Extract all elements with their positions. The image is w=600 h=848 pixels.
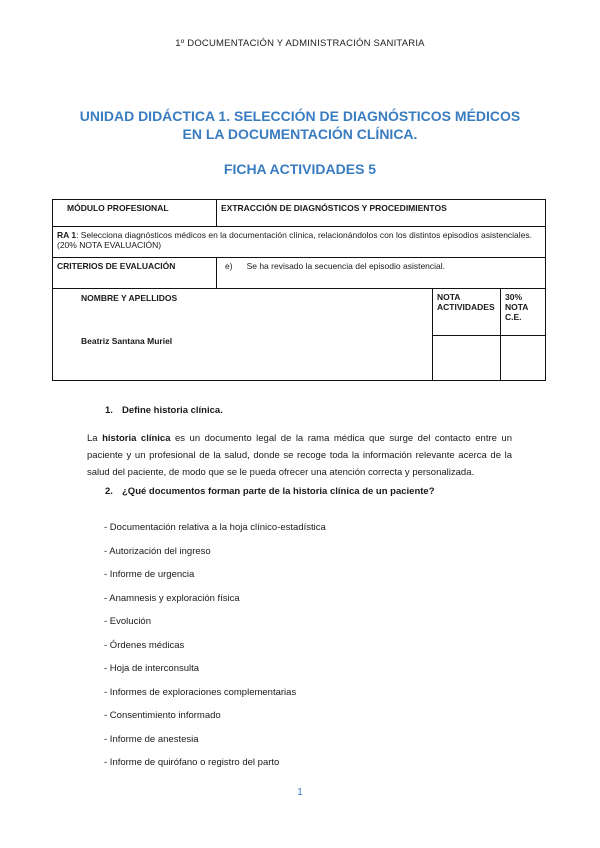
question-1-number: 1. xyxy=(105,405,113,416)
list-item: - Informe de quirófano o registro del parto xyxy=(104,757,280,768)
nombre-value: Beatriz Santana Muriel xyxy=(81,336,173,346)
list-item: - Informes de exploraciones complementarias xyxy=(104,686,297,698)
nota-actividades-label: NOTA ACTIVIDADES xyxy=(433,289,501,336)
table-row xyxy=(53,289,546,336)
unit-title-line2: EN LA DOCUMENTACIÓN CLÍNICA. xyxy=(182,126,418,142)
question-2-number: 2. xyxy=(105,486,113,497)
nombre-label: NOMBRE Y APELLIDOS xyxy=(81,293,178,303)
ra-label: RA 1 xyxy=(57,230,77,240)
question-2 xyxy=(105,486,435,497)
documents-list xyxy=(104,520,326,779)
answer-1-prefix: La xyxy=(87,433,103,444)
nota-ce-label: 30% NOTA C.E. xyxy=(501,289,546,336)
question-1-text: Define historia clínica. xyxy=(122,405,223,416)
evaluation-table xyxy=(52,199,546,381)
list-item: - Autorización del ingreso xyxy=(104,545,211,557)
table-row xyxy=(53,200,546,227)
criterio-cell xyxy=(217,258,546,289)
ra-cell xyxy=(53,227,546,258)
activity-sheet-title: FICHA ACTIVIDADES 5 xyxy=(223,161,377,177)
unit-title-line1: UNIDAD DIDÁCTICA 1. SELECCIÓN DE DIAGNÓSTICOS MÉDICOS xyxy=(79,108,521,124)
list-item: - Informe de anestesia xyxy=(104,733,199,745)
table-row xyxy=(53,227,546,258)
list-item: - Informe de urgencia xyxy=(104,569,195,580)
answer-1-highlight: historia clínica xyxy=(102,433,171,444)
criterio-letter: e) xyxy=(225,261,233,271)
question-1 xyxy=(105,405,223,416)
table-row xyxy=(53,258,546,289)
answer-1 xyxy=(87,430,512,481)
modulo-label: MÓDULO PROFESIONAL xyxy=(53,200,217,227)
modulo-value: EXTRACCIÓN DE DIAGNÓSTICOS Y PROCEDIMIENTOS xyxy=(217,200,546,227)
page-number: 1 xyxy=(297,787,303,798)
nota-actividades-value xyxy=(433,336,501,381)
criterio-text: Se ha revisado la secuencia del episodio asistencial. xyxy=(246,261,446,271)
list-item: - Documentación relativa a la hoja clínico-estadística xyxy=(104,522,326,533)
answer-1-rest: es un documento legal de la rama médica que surge del contacto entre un paciente y un profesional de la salud, donde se recoge toda la información relevante acerca de la salud del paciente, de modo que se le pueda ofrecer una atención correcta y personalizada. xyxy=(87,433,513,478)
running-header: 1º DOCUMENTACIÓN Y ADMINISTRACIÓN SANITARIA xyxy=(175,38,425,49)
list-item: - Órdenes médicas xyxy=(104,639,185,651)
list-item: - Anamnesis y exploración física xyxy=(104,592,240,604)
nombre-cell xyxy=(53,289,433,381)
list-item: - Hoja de interconsulta xyxy=(104,663,200,674)
criterios-label: CRITERIOS DE EVALUACIÓN xyxy=(53,258,217,289)
nota-ce-value xyxy=(501,336,546,381)
question-2-text: ¿Qué documentos forman parte de la historia clínica de un paciente? xyxy=(122,486,435,497)
list-item: - Consentimiento informado xyxy=(104,710,221,721)
ra-text: : Selecciona diagnósticos médicos en la documentación clínica, relacionándolos con los distintos episodios asistenciales. (20% NOTA EVALUACIÓN) xyxy=(57,230,533,250)
list-item: - Evolución xyxy=(104,616,151,627)
